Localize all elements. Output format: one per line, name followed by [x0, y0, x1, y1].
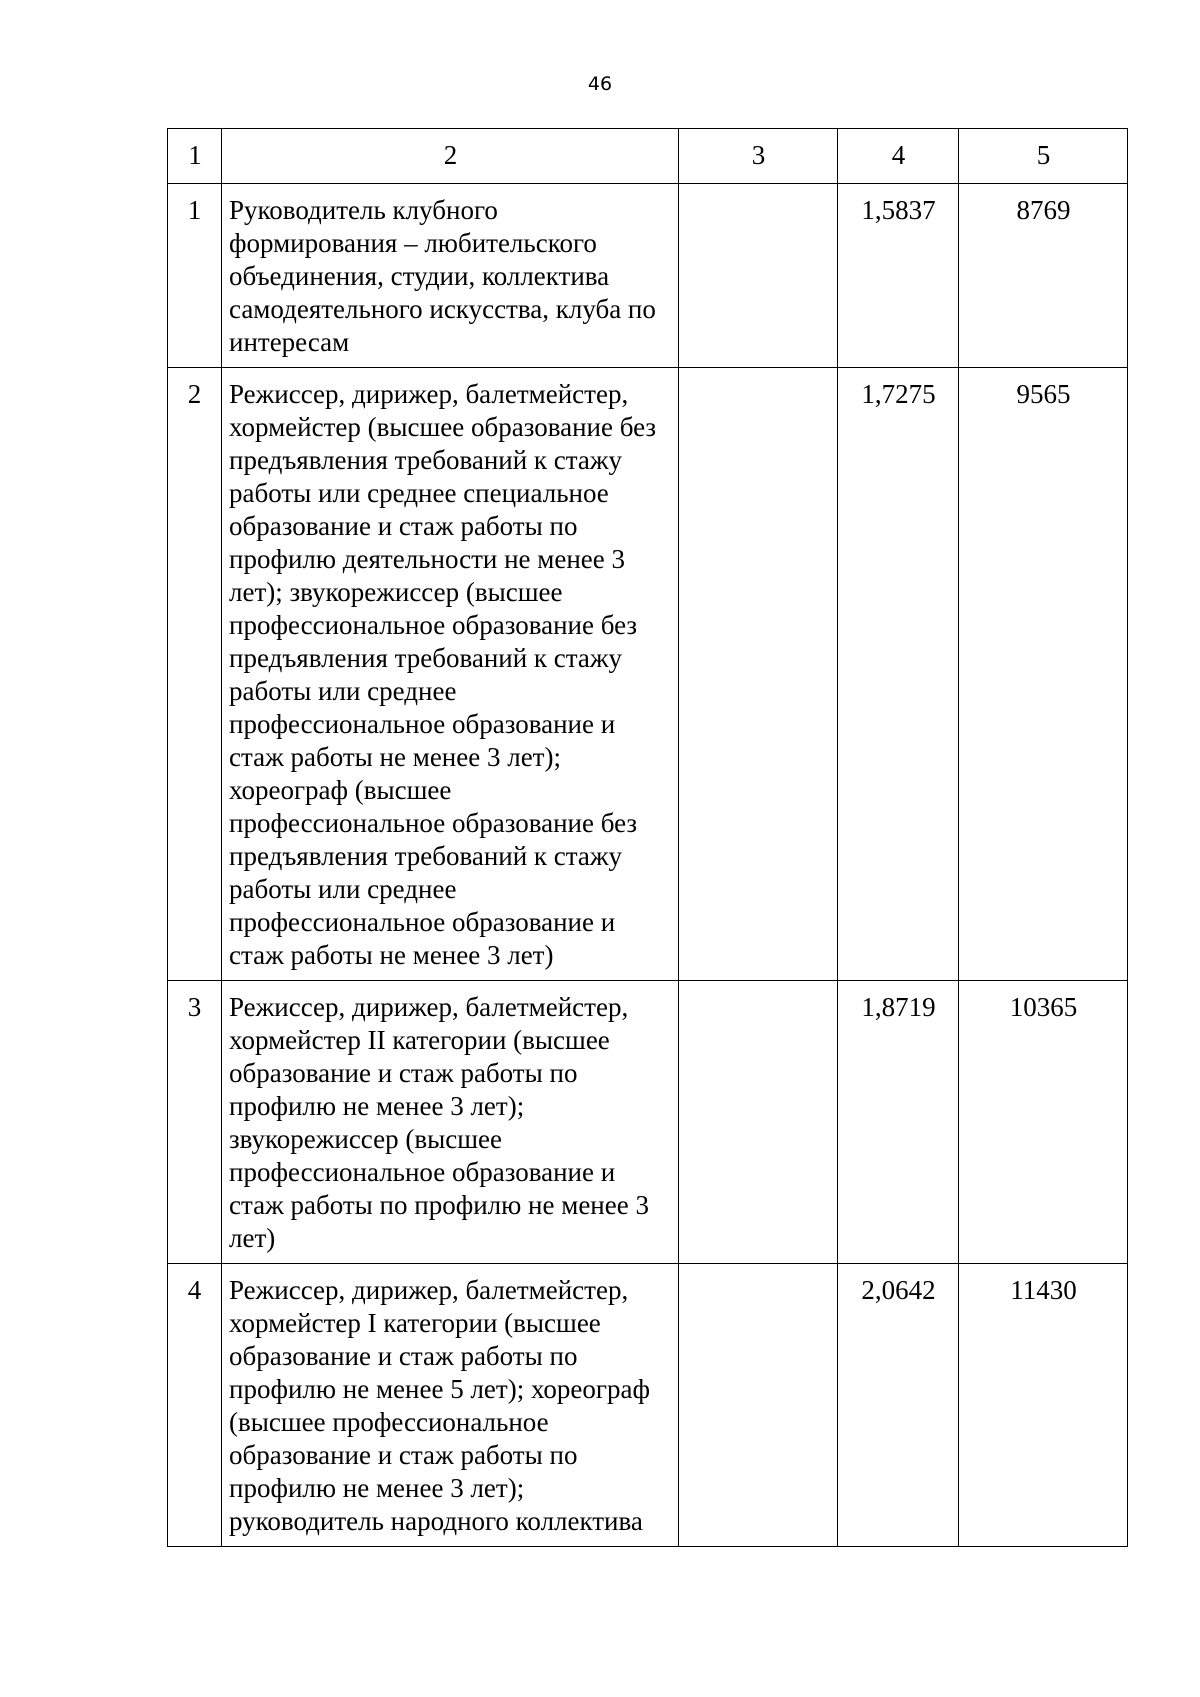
coefficient-cell: 1,7275	[838, 368, 959, 981]
row-number: 4	[168, 1264, 222, 1547]
column-header: 3	[679, 129, 838, 184]
column-header: 5	[959, 129, 1128, 184]
table-row	[168, 981, 1128, 1264]
page-number: 46	[587, 73, 613, 95]
column-3-cell	[679, 981, 838, 1264]
salary-cell: 9565	[959, 368, 1128, 981]
column-header: 1	[168, 129, 222, 184]
column-3-cell	[679, 368, 838, 981]
table-row	[168, 368, 1128, 981]
position-description: Режиссер, дирижер, балетмейстер, хормейстер II категории (высшее образование и стаж работы по профилю не менее 3 лет); звукорежиссер (высшее профессиональное образование и стаж работы по профилю не менее 3 лет)	[222, 981, 679, 1264]
table-header-row	[168, 129, 1128, 184]
row-number: 3	[168, 981, 222, 1264]
salary-cell: 8769	[959, 184, 1128, 368]
table-row	[168, 1264, 1128, 1547]
coefficient-cell: 1,5837	[838, 184, 959, 368]
salary-table	[167, 128, 1128, 1547]
column-3-cell	[679, 1264, 838, 1547]
salary-cell: 10365	[959, 981, 1128, 1264]
position-description: Руководитель клубного формирования – любительского объединения, студии, коллектива самодеятельного искусства, клуба по интересам	[222, 184, 679, 368]
column-3-cell	[679, 184, 838, 368]
position-description: Режиссер, дирижер, балетмейстер, хормейстер I категории (высшее образование и стаж работы по профилю не менее 5 лет); хореограф (высшее профессиональное образование и стаж работы по профилю не менее 3 лет); руководитель народного коллектива	[222, 1264, 679, 1547]
coefficient-cell: 1,8719	[838, 981, 959, 1264]
table-row	[168, 184, 1128, 368]
column-header: 2	[222, 129, 679, 184]
row-number: 2	[168, 368, 222, 981]
coefficient-cell: 2,0642	[838, 1264, 959, 1547]
position-description: Режиссер, дирижер, балетмейстер, хормейстер (высшее образование без предъявления требований к стажу работы или среднее специальное образование и стаж работы по профилю деятельности не менее 3 лет); звукорежиссер (высшее профессиональное образование без предъявления требований к стажу работы или среднее профессиональное образование и стаж работы не менее 3 лет); хореограф (высшее профессиональное образование без предъявления требований к стажу работы или среднее профессиональное образование и стаж работы не менее 3 лет)	[222, 368, 679, 981]
column-header: 4	[838, 129, 959, 184]
row-number: 1	[168, 184, 222, 368]
salary-cell: 11430	[959, 1264, 1128, 1547]
